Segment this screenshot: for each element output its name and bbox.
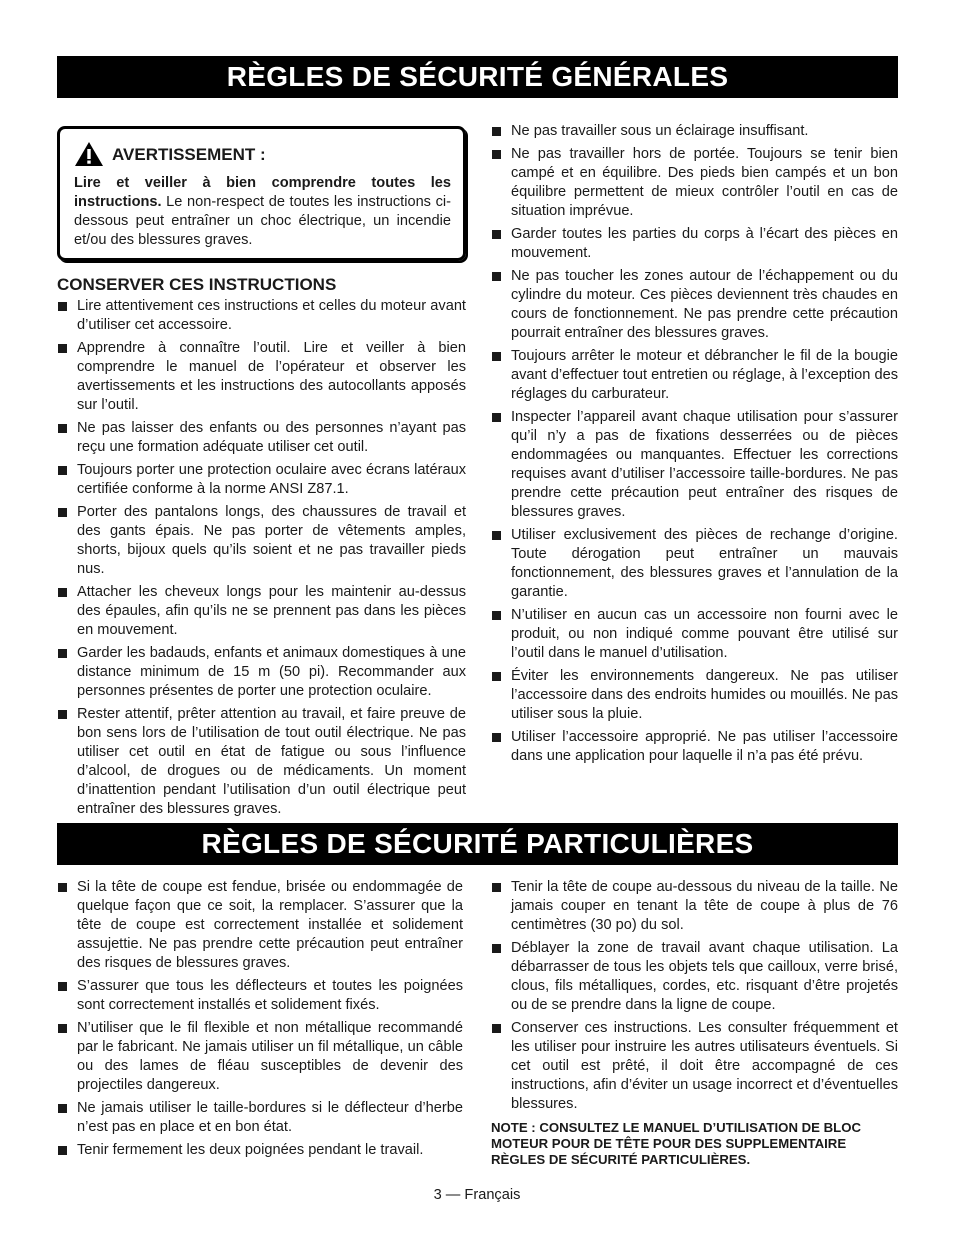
- square-bullet-icon: [58, 508, 67, 517]
- warning-title: AVERTISSEMENT :: [112, 144, 266, 164]
- list-item: [57, 1099, 463, 1137]
- square-bullet-icon: [58, 588, 67, 597]
- list-item: [491, 526, 898, 602]
- square-bullet-icon: [58, 344, 67, 353]
- square-bullet-icon: [492, 733, 501, 742]
- square-bullet-icon: [492, 944, 501, 953]
- square-bullet-icon: [58, 302, 67, 311]
- list-item: [57, 583, 466, 640]
- list-item-text: Tenir fermement les deux poignées pendant le travail.: [77, 1142, 424, 1158]
- square-bullet-icon: [492, 672, 501, 681]
- list-item-text: Utiliser l’accessoire approprié. Ne pas utiliser l’accessoire dans une application pour laquelle il n’a pas été prévu.: [511, 729, 898, 764]
- list-item: [491, 267, 898, 343]
- list-item-text: Ne pas travailler sous un éclairage insuffisant.: [511, 123, 809, 139]
- warning-text: [74, 174, 451, 250]
- square-bullet-icon: [58, 1146, 67, 1155]
- list-item-text: N’utiliser que le fil flexible et non métallique recommandé par le fabricant. Ne jamais utiliser un fil métallique, un câble ou des lames de fléau susceptibles de devenir des projectiles dangereux.: [77, 1020, 463, 1093]
- warning-bold-text: Lire et veiller à bien comprendre toutes les instructions.: [74, 175, 451, 210]
- list-item-text: Ne pas travailler hors de portée. Toujours se tenir bien campé et en équilibre. Des pieds bien campés et un bon équilibre permettent de mieux contrôler l’outil en cas de situation imprévue.: [511, 146, 898, 219]
- square-bullet-icon: [492, 1024, 501, 1033]
- list-item: [491, 939, 898, 1015]
- list-item: [57, 339, 466, 415]
- list-item-text: Conserver ces instructions. Les consulter fréquemment et les utiliser pour instruire les autres utilisateurs éventuels. Si cet outil est prêté, il doit être accompagné de ces instructions, afin d’éviter un usage incorrect et d’éventuelles blessures.: [511, 1020, 898, 1112]
- square-bullet-icon: [492, 413, 501, 422]
- list-item: [57, 977, 463, 1015]
- page-footer: 3 — Français: [433, 1187, 521, 1203]
- list-item: [491, 1019, 898, 1114]
- square-bullet-icon: [58, 649, 67, 658]
- list-item-text: Éviter les environnements dangereux. Ne pas utiliser l’accessoire dans des endroits humides ou mouillés. Ne pas utiliser sous la pluie.: [511, 668, 898, 722]
- list-item-text: Attacher les cheveux longs pour les maintenir au-dessus des épaules, afin qu’ils ne se prennent pas dans les pièces en mouvement.: [77, 584, 466, 638]
- list-item-text: Garder toutes les parties du corps à l’écart des pièces en mouvement.: [511, 226, 898, 261]
- list-item: [57, 644, 466, 701]
- general-rules-left-list: [57, 297, 466, 819]
- list-item: [491, 145, 898, 221]
- list-item: [491, 122, 898, 141]
- list-item-text: S’assurer que tous les déflecteurs et toutes les poignées sont correctement installés et solidement fixés.: [77, 978, 463, 1013]
- specific-rules-header: RÈGLES DE SÉCURITÉ PARTICULIÈRES: [57, 823, 898, 865]
- square-bullet-icon: [492, 611, 501, 620]
- specific-rules-left-column: [57, 878, 463, 1164]
- list-item: [491, 606, 898, 663]
- note-text: NOTE : CONSULTEZ LE MANUEL D’UTILISATION DE BLOC MOTEUR POUR DE TÊTE POUR DES SUPPLEMENTAIRE RÈGLES DE SÉCURITÉ PARTICULIÈRES.: [491, 1120, 861, 1167]
- list-item: [57, 878, 463, 973]
- list-item: [57, 705, 466, 819]
- warning-triangle-icon: [74, 141, 104, 167]
- list-item-text: Toujours porter une protection oculaire avec écrans latéraux certifiée conforme à la norme ANSI Z87.1.: [77, 462, 466, 497]
- list-item: [491, 225, 898, 263]
- square-bullet-icon: [492, 531, 501, 540]
- square-bullet-icon: [492, 883, 501, 892]
- square-bullet-icon: [492, 352, 501, 361]
- list-item-text: Tenir la tête de coupe au-dessous du niveau de la taille. Ne jamais couper en tenant la tête de coupe à plus de 76 centimètres (30 po) du sol.: [511, 879, 898, 933]
- list-item: [57, 297, 466, 335]
- list-item-text: Si la tête de coupe est fendue, brisée ou endommagée de quelque façon que ce soit, la remplacer. S’assurer que la tête de coupe est correctement installée et solidement assujettie. Ne pas prendre cette précaution peut entraîner des risques de blessures graves.: [77, 879, 463, 971]
- square-bullet-icon: [492, 127, 501, 136]
- warning-box: [57, 126, 466, 261]
- list-item-text: Ne pas toucher les zones autour de l’échappement ou du cylindre du moteur. Ces pièces deviennent très chaudes en cours de fonctionnement. Ne pas prendre cette précaution pourrait entraîner des blessures graves.: [511, 268, 898, 341]
- specific-rules-left-list: [57, 878, 463, 1160]
- list-item: [491, 408, 898, 522]
- square-bullet-icon: [492, 272, 501, 281]
- square-bullet-icon: [58, 1104, 67, 1113]
- square-bullet-icon: [58, 424, 67, 433]
- list-item-text: Garder les badauds, enfants et animaux domestiques à une distance minimum de 15 m (50 pi). Recommander aux personnes présentes de porter une protection oculaire.: [77, 645, 466, 699]
- list-item: [491, 728, 898, 766]
- specific-rules-right-column: [491, 878, 898, 1168]
- square-bullet-icon: [492, 150, 501, 159]
- list-item: [491, 667, 898, 724]
- list-item-text: N’utiliser en aucun cas un accessoire non fourni avec le produit, ou non indiqué comme pouvant être utilisé sur l’outil dans le manuel d’utilisation.: [511, 607, 898, 661]
- list-item-text: Utiliser exclusivement des pièces de rechange d’origine. Toute dérogation peut entraîner un mauvais fonctionnement, des blessures graves et l’annulation de la garantie.: [511, 527, 898, 600]
- list-item-text: Apprendre à connaître l’outil. Lire et veiller à bien comprendre le manuel de l’opérateur et observer les avertissements et les instructions des autocollants apposés sur l’outil.: [77, 340, 466, 413]
- square-bullet-icon: [58, 1024, 67, 1033]
- square-bullet-icon: [58, 883, 67, 892]
- list-item-text: Déblayer la zone de travail avant chaque utilisation. La débarrasser de tous les objets tels que cailloux, verre brisé, clous, fils métalliques, cordes, etc. risquant d’être projetés ou de se prendre dans la ligne de coupe.: [511, 940, 898, 1013]
- square-bullet-icon: [492, 230, 501, 239]
- square-bullet-icon: [58, 466, 67, 475]
- list-item-text: Rester attentif, prêter attention au travail, et faire preuve de bon sens lors de l’utilisation de tout outil électrique. Ne pas utiliser cet outil en état de fatigue ou sous l’influence d’alcool, de drogues ou de médicaments. Un moment d’inattention pendant l’utilisation d’un outil électrique peut entraîner des blessures graves.: [77, 706, 466, 817]
- specific-rules-right-list: [491, 878, 898, 1114]
- square-bullet-icon: [58, 982, 67, 991]
- list-item-text: Porter des pantalons longs, des chaussures de travail et des gants épais. Ne pas porter de vêtements amples, shorts, bijoux quels qu’ils soient et ne pas travailler pieds nus.: [77, 504, 466, 577]
- general-rules-right-column: [491, 122, 898, 770]
- general-rules-header: RÈGLES DE SÉCURITÉ GÉNÉRALES: [57, 56, 898, 98]
- list-item-text: Ne pas laisser des enfants ou des personnes n’ayant pas reçu une formation adéquate utiliser cet outil.: [77, 420, 466, 455]
- list-item: [57, 503, 466, 579]
- general-rules-left-column: [57, 126, 466, 823]
- general-rules-right-list: [491, 122, 898, 766]
- list-item-text: Inspecter l’appareil avant chaque utilisation pour s’assurer qu’il n’y a pas de fixations desserrées ou de pièces endommagées ou manquantes. Effectuer les corrections requises avant d’utiliser l’accessoire taille-bordures. Ne pas prendre cette précaution peut entraîner des risques de blessures graves.: [511, 409, 898, 520]
- list-item: [491, 347, 898, 404]
- list-item: [57, 419, 466, 457]
- list-item: [57, 1141, 463, 1160]
- conserve-instructions-heading: CONSERVER CES INSTRUCTIONS: [57, 275, 337, 294]
- warning-body-text: Le non-respect de toutes les instructions ci-dessous peut entraîner un choc électrique, un incendie et/ou des blessures graves.: [74, 194, 451, 248]
- list-item-text: Toujours arrêter le moteur et débrancher le fil de la bougie avant d’effectuer tout entretien ou réglage, à l’exception des réglages du carburateur.: [511, 348, 898, 402]
- warning-header: [74, 141, 451, 167]
- list-item: [57, 1019, 463, 1095]
- list-item-text: Lire attentivement ces instructions et celles du moteur avant d’utiliser cet accessoire.: [77, 298, 466, 333]
- list-item: [491, 878, 898, 935]
- list-item-text: Ne jamais utiliser le taille-bordures si le déflecteur d’herbe n’est pas en place et en bon état.: [77, 1100, 463, 1135]
- list-item: [57, 461, 466, 499]
- square-bullet-icon: [58, 710, 67, 719]
